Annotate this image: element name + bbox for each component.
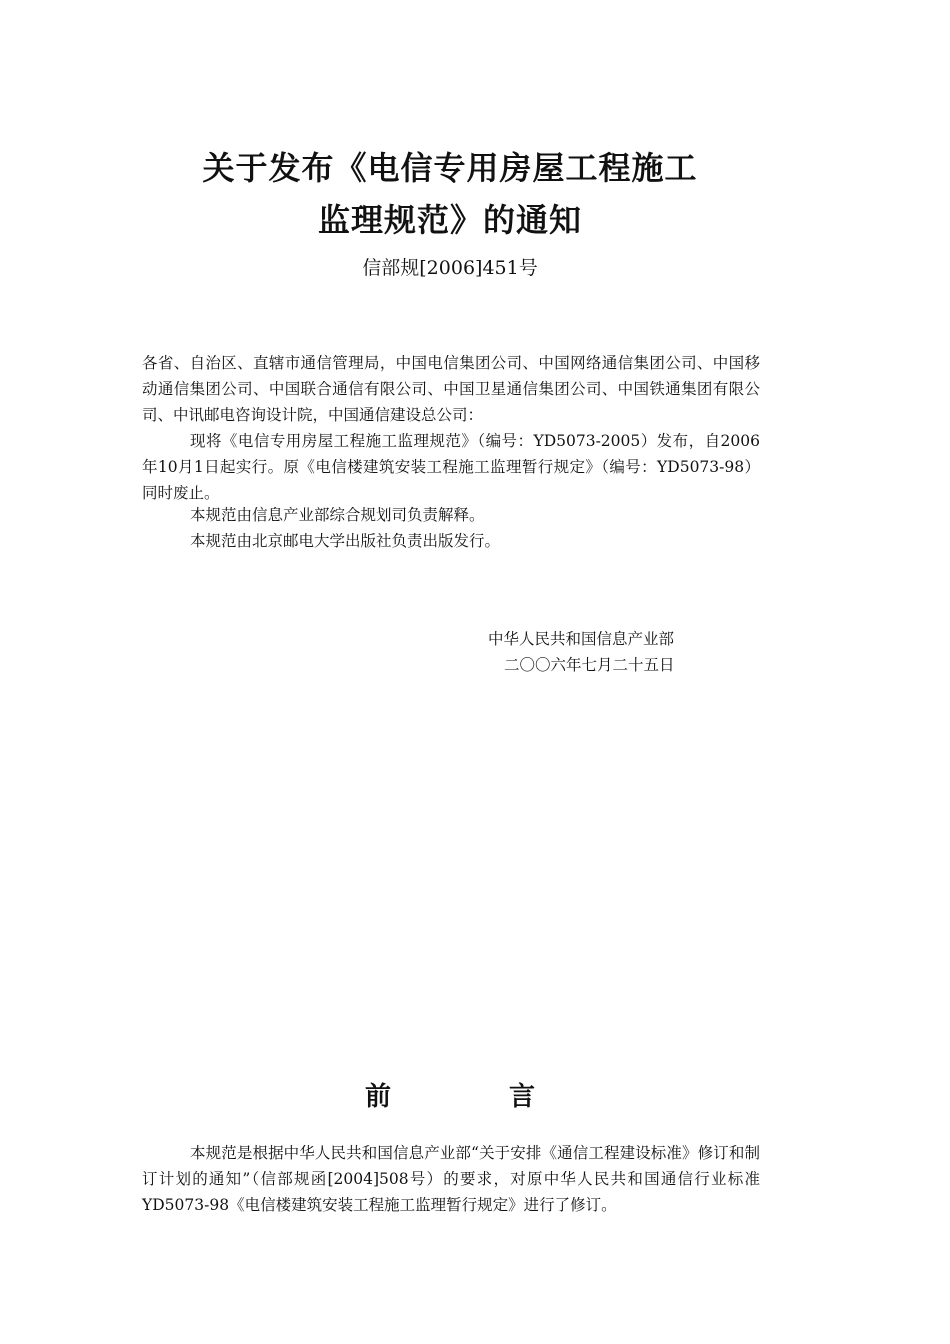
preface-title bbox=[0, 1077, 950, 1117]
notice-title-line-2: 监理规范》的通知 bbox=[317, 201, 582, 239]
preface-title-char-1: 前 bbox=[365, 1081, 392, 1112]
preface-title-char-2: 言 bbox=[509, 1081, 536, 1112]
notice-paragraph-interpretation: 本规范由信息产业部综合规划司负责解释。 bbox=[190, 506, 485, 524]
issue-date: 二〇〇六年七月二十五日 bbox=[504, 656, 675, 674]
notice-title-line-1: 关于发布《电信专用房屋工程施工 bbox=[202, 149, 698, 187]
preface-paragraph: 本规范是根据中华人民共和国信息产业部“关于安排《通信工程建设标准》修订和制订计划的通知”（信部规函[2004]508号）的要求，对原中华人民共和国通信行业标准YD5073-98《电信楼建筑安装工程施工监理暂行规定》进行了修订。 bbox=[142, 1144, 760, 1214]
issuing-authority: 中华人民共和国信息产业部 bbox=[488, 630, 675, 648]
addressees: 各省、自治区、直辖市通信管理局，中国电信集团公司、中国网络通信集团公司、中国移动通信集团公司、中国联合通信有限公司、中国卫星通信集团公司、中国铁通集团有限公司、中讯邮电咨询设计院，中国通信建设总公司： bbox=[142, 354, 760, 424]
notice-paragraph-publishing: 本规范由北京邮电大学出版社负责出版发行。 bbox=[190, 532, 501, 550]
document-number: 信部规[2006]451号 bbox=[362, 257, 538, 279]
notice-paragraph-issue: 现将《电信专用房屋工程施工监理规范》（编号：YD5073-2005）发布，自2006年10月1日起实行。原《电信楼建筑安装工程施工监理暂行规定》（编号：YD5073-98）同时废止。 bbox=[142, 432, 760, 502]
